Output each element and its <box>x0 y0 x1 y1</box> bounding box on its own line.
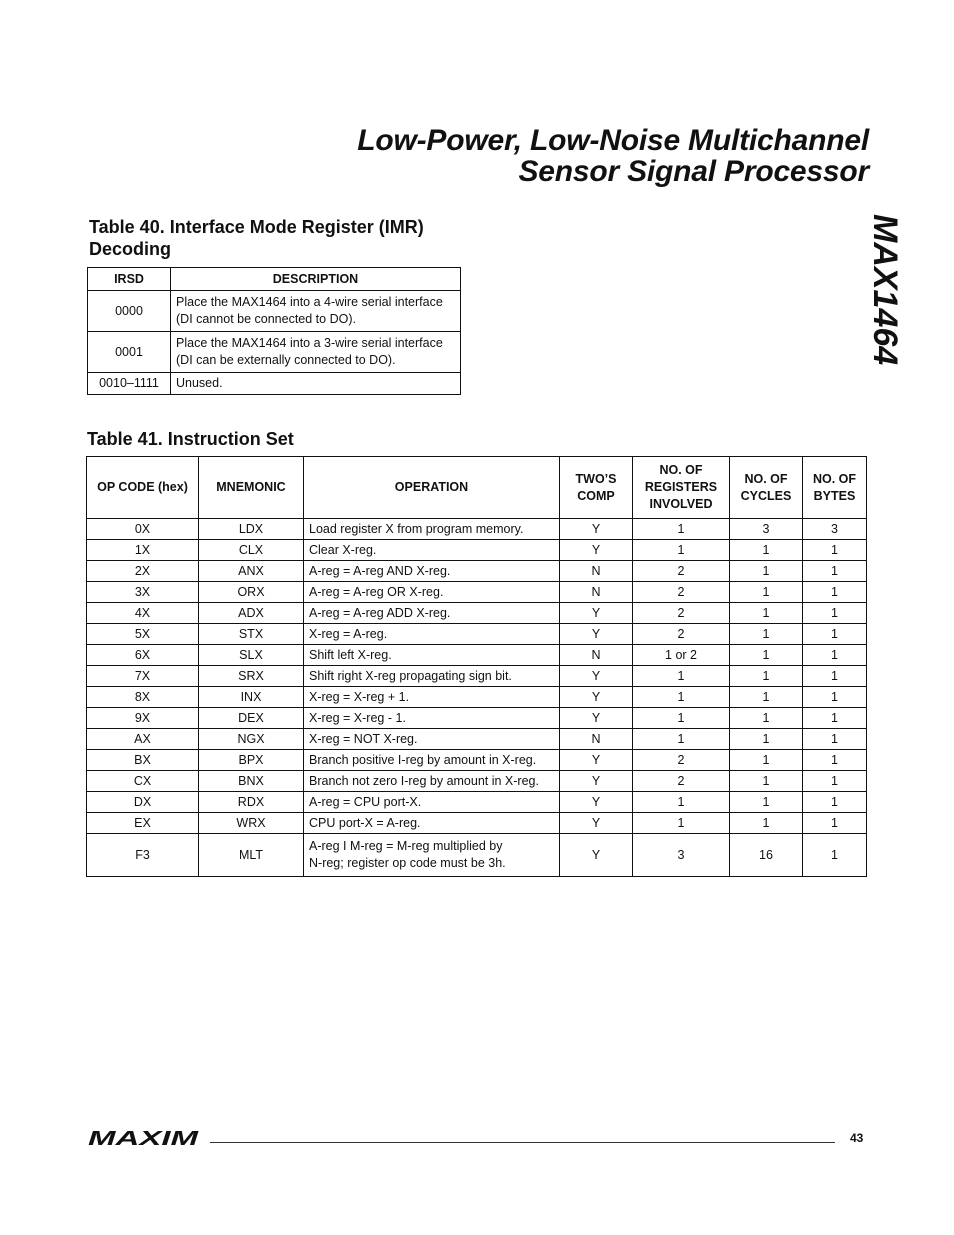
description-cell <box>171 332 461 373</box>
col-opcode: OP CODE (hex) <box>87 457 199 519</box>
col-operation: OPERATION <box>304 457 560 519</box>
bytes-cell: 1 <box>803 582 867 603</box>
cycles-cell: 16 <box>730 834 803 877</box>
header-line: INVOLVED <box>649 497 713 511</box>
operation-cell: Shift right X-reg propagating sign bit. <box>304 666 560 687</box>
registers-cell: 1 <box>633 729 730 750</box>
irsd-cell: 0000 <box>88 291 171 332</box>
twos-comp-cell: Y <box>560 540 633 561</box>
twos-comp-cell: N <box>560 645 633 666</box>
mnemonic-cell: BNX <box>199 771 304 792</box>
description-cell <box>171 291 461 332</box>
registers-cell: 1 <box>633 666 730 687</box>
page-number: 43 <box>850 1131 864 1145</box>
table-header-row <box>87 457 867 519</box>
col-bytes <box>803 457 867 519</box>
table-row <box>87 792 867 813</box>
operation-cell: A-reg = CPU port-X. <box>304 792 560 813</box>
header-line: TWO’S <box>575 471 617 486</box>
operation-cell: Shift left X-reg. <box>304 645 560 666</box>
registers-cell: 1 <box>633 708 730 729</box>
registers-cell: 2 <box>633 603 730 624</box>
opcode-cell: 2X <box>87 561 199 582</box>
opcode-cell: CX <box>87 771 199 792</box>
opcode-cell: 7X <box>87 666 199 687</box>
table-header-row <box>88 268 461 291</box>
side-part-number-text: MAX1464 <box>866 214 904 366</box>
bytes-cell: 1 <box>803 792 867 813</box>
registers-cell: 1 <box>633 519 730 540</box>
table-row <box>87 708 867 729</box>
bytes-cell: 1 <box>803 813 867 834</box>
opcode-cell: 0X <box>87 519 199 540</box>
bytes-cell: 1 <box>803 645 867 666</box>
page-title <box>357 125 869 187</box>
table-row <box>87 624 867 645</box>
mnemonic-cell: LDX <box>199 519 304 540</box>
twos-comp-cell: N <box>560 582 633 603</box>
col-registers <box>633 457 730 519</box>
twos-comp-cell: Y <box>560 834 633 877</box>
col-cycles <box>730 457 803 519</box>
opcode-cell: 5X <box>87 624 199 645</box>
mnemonic-cell: ADX <box>199 603 304 624</box>
maxim-logo <box>88 1129 200 1152</box>
mnemonic-cell: NGX <box>199 729 304 750</box>
header-line: CYCLES <box>740 488 792 503</box>
table40-caption <box>89 216 424 260</box>
table-row <box>87 519 867 540</box>
bytes-cell: 3 <box>803 519 867 540</box>
bytes-cell: 1 <box>803 666 867 687</box>
mnemonic-cell: ORX <box>199 582 304 603</box>
cycles-cell: 1 <box>730 540 803 561</box>
table40-caption-line2: Decoding <box>89 239 172 259</box>
twos-comp-cell: N <box>560 729 633 750</box>
cycles-cell: 1 <box>730 750 803 771</box>
bytes-cell: 1 <box>803 834 867 877</box>
registers-cell: 1 <box>633 813 730 834</box>
col-mnemonic: MNEMONIC <box>199 457 304 519</box>
operation-cell: Clear X-reg. <box>304 540 560 561</box>
operation-cell: X-reg = NOT X-reg. <box>304 729 560 750</box>
irsd-cell: 0001 <box>88 332 171 373</box>
col-description: DESCRIPTION <box>171 268 461 291</box>
description-line: (DI can be externally connected to DO). <box>176 353 396 367</box>
page-title-line1: Low-Power, Low-Noise Multichannel <box>357 124 869 157</box>
twos-comp-cell: Y <box>560 792 633 813</box>
table40-caption-line1: Table 40. Interface Mode Register (IMR) <box>89 217 424 237</box>
header-line: NO. OF <box>812 471 857 486</box>
operation-cell: Branch positive I-reg by amount in X-reg. <box>304 750 560 771</box>
description-line: (DI cannot be connected to DO). <box>176 312 356 326</box>
opcode-cell: 9X <box>87 708 199 729</box>
twos-comp-cell: Y <box>560 708 633 729</box>
table-row <box>87 561 867 582</box>
cycles-cell: 1 <box>730 666 803 687</box>
header-line: NO. OF <box>659 463 703 477</box>
description-line: Place the MAX1464 into a 3-wire serial interface <box>176 336 443 350</box>
table-row <box>88 373 461 395</box>
bytes-cell: 1 <box>803 624 867 645</box>
mnemonic-cell: ANX <box>199 561 304 582</box>
col-irsd: IRSD <box>88 268 171 291</box>
mnemonic-cell: SRX <box>199 666 304 687</box>
operation-cell <box>304 834 560 877</box>
table41-caption: Table 41. Instruction Set <box>87 429 294 449</box>
cycles-cell: 1 <box>730 729 803 750</box>
maxim-logo-text: MAXIM <box>88 1129 200 1147</box>
description-line: Place the MAX1464 into a 4-wire serial interface <box>176 295 443 309</box>
footer-rule <box>210 1142 835 1143</box>
operation-cell: CPU port-X = A-reg. <box>304 813 560 834</box>
table-row <box>87 582 867 603</box>
header-line: BYTES <box>813 488 856 503</box>
operation-cell: A-reg = A-reg ADD X-reg. <box>304 603 560 624</box>
registers-cell: 2 <box>633 561 730 582</box>
operation-line: N-reg; register op code must be 3h. <box>309 856 506 870</box>
twos-comp-cell: Y <box>560 603 633 624</box>
mnemonic-cell: RDX <box>199 792 304 813</box>
table-row <box>88 332 461 373</box>
twos-comp-cell: Y <box>560 624 633 645</box>
table-row <box>87 750 867 771</box>
cycles-cell: 1 <box>730 624 803 645</box>
instruction-set-table <box>86 456 867 877</box>
registers-cell: 2 <box>633 750 730 771</box>
twos-comp-cell: N <box>560 561 633 582</box>
mnemonic-cell: INX <box>199 687 304 708</box>
imr-decoding-table <box>87 267 461 395</box>
registers-cell: 1 or 2 <box>633 645 730 666</box>
cycles-cell: 1 <box>730 687 803 708</box>
registers-cell: 2 <box>633 624 730 645</box>
opcode-cell: 3X <box>87 582 199 603</box>
twos-comp-cell: Y <box>560 519 633 540</box>
opcode-cell: F3 <box>87 834 199 877</box>
mnemonic-cell: CLX <box>199 540 304 561</box>
twos-comp-cell: Y <box>560 687 633 708</box>
opcode-cell: AX <box>87 729 199 750</box>
registers-cell: 1 <box>633 540 730 561</box>
cycles-cell: 1 <box>730 603 803 624</box>
cycles-cell: 1 <box>730 561 803 582</box>
header-line: COMP <box>577 488 615 503</box>
opcode-cell: 4X <box>87 603 199 624</box>
cycles-cell: 1 <box>730 792 803 813</box>
opcode-cell: 6X <box>87 645 199 666</box>
bytes-cell: 1 <box>803 750 867 771</box>
bytes-cell: 1 <box>803 729 867 750</box>
registers-cell: 2 <box>633 582 730 603</box>
opcode-cell: DX <box>87 792 199 813</box>
table-row <box>87 834 867 877</box>
operation-cell: X-reg = A-reg. <box>304 624 560 645</box>
opcode-cell: 1X <box>87 540 199 561</box>
table-row <box>87 813 867 834</box>
table-row <box>87 666 867 687</box>
cycles-cell: 1 <box>730 708 803 729</box>
cycles-cell: 1 <box>730 813 803 834</box>
table-row <box>87 603 867 624</box>
operation-cell: X-reg = X-reg - 1. <box>304 708 560 729</box>
bytes-cell: 1 <box>803 771 867 792</box>
registers-cell: 3 <box>633 834 730 877</box>
bytes-cell: 1 <box>803 687 867 708</box>
twos-comp-cell: Y <box>560 750 633 771</box>
twos-comp-cell: Y <box>560 813 633 834</box>
bytes-cell: 1 <box>803 708 867 729</box>
mnemonic-cell: MLT <box>199 834 304 877</box>
operation-cell: A-reg = A-reg OR X-reg. <box>304 582 560 603</box>
table-row <box>87 729 867 750</box>
operation-cell: Load register X from program memory. <box>304 519 560 540</box>
header-line: REGISTERS <box>644 480 718 494</box>
registers-cell: 1 <box>633 792 730 813</box>
operation-line: A-reg I M-reg = M-reg multiplied by <box>309 839 503 853</box>
cycles-cell: 3 <box>730 519 803 540</box>
bytes-cell: 1 <box>803 561 867 582</box>
mnemonic-cell: BPX <box>199 750 304 771</box>
instruction-rows <box>87 519 867 877</box>
page-title-line2: Sensor Signal Processor <box>518 155 869 188</box>
opcode-cell: BX <box>87 750 199 771</box>
table-row <box>87 687 867 708</box>
bytes-cell: 1 <box>803 540 867 561</box>
cycles-cell: 1 <box>730 771 803 792</box>
opcode-cell: 8X <box>87 687 199 708</box>
operation-cell: X-reg = X-reg + 1. <box>304 687 560 708</box>
description-cell: Unused. <box>171 373 461 395</box>
mnemonic-cell: WRX <box>199 813 304 834</box>
bytes-cell: 1 <box>803 603 867 624</box>
operation-cell: A-reg = A-reg AND X-reg. <box>304 561 560 582</box>
table-row <box>87 645 867 666</box>
side-part-number <box>856 214 924 374</box>
mnemonic-cell: DEX <box>199 708 304 729</box>
irsd-cell: 0010–1111 <box>88 373 171 395</box>
table-row <box>87 540 867 561</box>
registers-cell: 2 <box>633 771 730 792</box>
cycles-cell: 1 <box>730 645 803 666</box>
header-line: NO. OF <box>744 471 788 486</box>
mnemonic-cell: STX <box>199 624 304 645</box>
cycles-cell: 1 <box>730 582 803 603</box>
registers-cell: 1 <box>633 687 730 708</box>
mnemonic-cell: SLX <box>199 645 304 666</box>
twos-comp-cell: Y <box>560 666 633 687</box>
twos-comp-cell: Y <box>560 771 633 792</box>
col-twos-comp <box>560 457 633 519</box>
operation-cell: Branch not zero I-reg by amount in X-reg. <box>304 771 560 792</box>
table-row <box>88 291 461 332</box>
opcode-cell: EX <box>87 813 199 834</box>
table-row <box>87 771 867 792</box>
